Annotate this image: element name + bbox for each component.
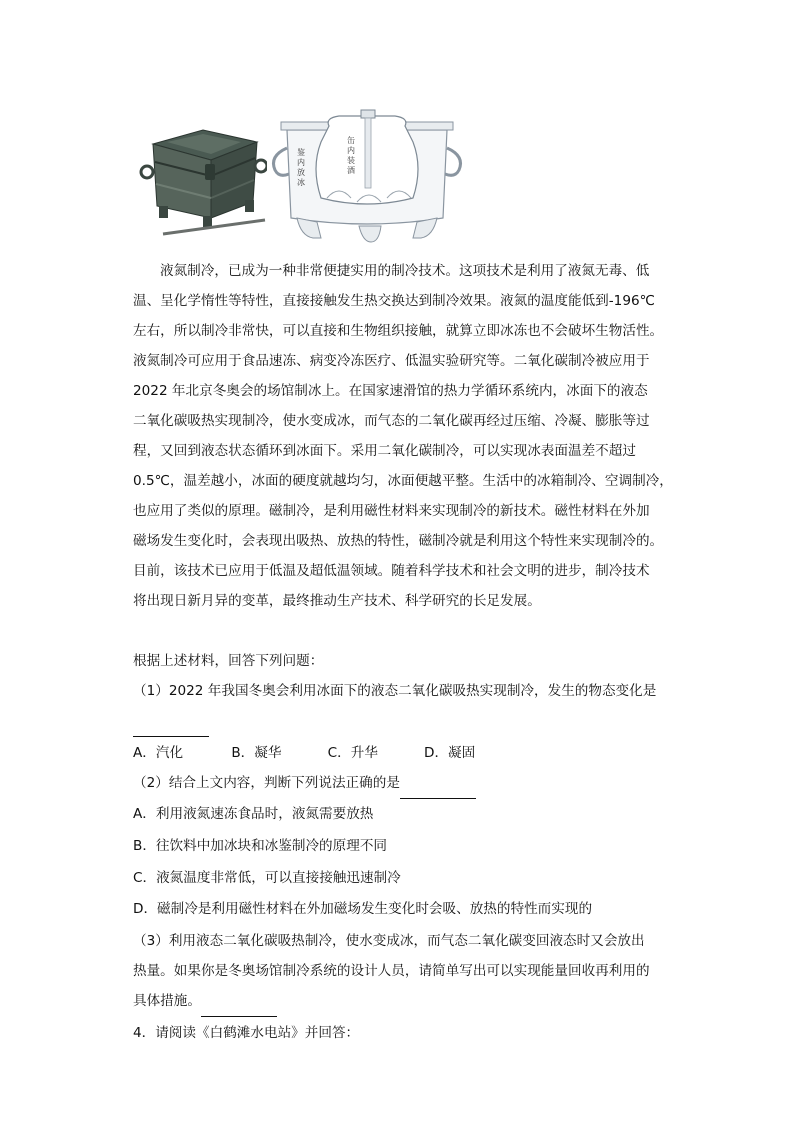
q2-answer-blank[interactable] <box>400 768 476 799</box>
q2-option-a[interactable]: A．利用液氮速冻食品时，液氮需要放热 <box>133 806 374 822</box>
q1-option-c[interactable]: C．升华 <box>327 745 378 761</box>
passage-line: 液氮制冷可应用于食品速冻、病变冷冻医疗、低温实验研究等。二氧化碳制冷被应用于 <box>133 353 650 369</box>
q1-answer-blank[interactable] <box>133 706 209 737</box>
q3-line-2: 热量。如果你是冬奥场馆制冷系统的设计人员，请简单写出可以实现能量回收再利用的 <box>133 963 650 979</box>
q1-option-a[interactable]: A．汽化 <box>133 745 184 761</box>
passage-line: 目前，该技术已应用于低温及超低温领域。随着科学技术和社会文明的进步，制冷技术 <box>133 563 650 579</box>
q1-option-b[interactable]: B．凝华 <box>231 745 282 761</box>
diagram-label-right: 缶内装酒 <box>346 136 356 176</box>
next-question-title: 4．请阅读《白鹤滩水电站》并回答： <box>133 1025 360 1041</box>
passage-line: 温、呈化学惰性等特性，直接接触发生热交换达到制冷效果。液氮的温度能低到-196℃ <box>133 293 655 309</box>
diagram-label-left: 鉴内放冰 <box>296 148 306 188</box>
q3-line-3-wrap <box>133 986 277 1017</box>
q3-line-3: 具体措施。 <box>133 993 201 1009</box>
passage-line: 左右，所以制冷非常快，可以直接和生物组织接触，就算立即冰冻也不会破坏生物活性。 <box>133 323 664 339</box>
passage-line: 磁场发生变化时，会表现出吸热、放热的特性，磁制冷就是利用这个特性来实现制冷的。 <box>133 533 664 549</box>
passage-line: 程，又回到液态状态循环到冰面下。采用二氧化碳制冷，可以实现冰表面温差不超过 <box>133 443 636 459</box>
passage-line: 也应用了类似的原理。磁制冷，是利用磁性材料来实现制冷的新技术。磁性材料在外加 <box>133 503 650 519</box>
bronze-jian-photo <box>133 122 268 240</box>
q2-option-c[interactable]: C．液氮温度非常低，可以直接接触迅速制冷 <box>133 870 401 886</box>
q2-stem: （2）结合上文内容，判断下列说法正确的是 <box>133 775 400 791</box>
passage-line: 0.5℃，温差越小，冰面的硬度就越均匀，冰面便越平整。生活中的冰箱制冷、空调制冷， <box>133 473 673 489</box>
q2-stem-line <box>133 768 476 799</box>
passage <box>133 256 673 616</box>
passage-line: 二氧化碳吸热实现制冷，使水变成冰，而气态的二氧化碳再经过压缩、冷凝、膨胀等过 <box>133 413 650 429</box>
instruction: 根据上述材料，回答下列问题： <box>133 653 324 669</box>
q1-options <box>133 738 475 768</box>
passage-line: 将出现日新月异的变革，最终推动生产技术、科学研究的长足发展。 <box>133 593 541 609</box>
q2-option-b[interactable]: B．往饮料中加冰块和冰鉴制冷的原理不同 <box>133 838 388 854</box>
q1-answer-line <box>133 706 209 737</box>
passage-line: 液氮制冷，已成为一种非常便捷实用的制冷技术。这项技术是利用了液氮无毒、低 <box>160 263 650 279</box>
q3-answer-blank[interactable] <box>201 986 277 1017</box>
q1-option-d[interactable]: D．凝固 <box>423 745 476 761</box>
passage-line: 2022 年北京冬奥会的场馆制冰上。在国家速滑馆的热力学循环系统内，冰面下的液态 <box>133 383 648 399</box>
q1-stem: （1）2022 年我国冬奥会利用冰面下的液态二氧化碳吸热实现制冷，发生的物态变化是 <box>133 683 657 699</box>
jian-fou-cross-section-diagram <box>267 108 467 248</box>
q3-line-1: （3）利用液态二氧化碳吸热制冷，使水变成冰，而气态二氧化碳变回液态时又会放出 <box>133 933 645 949</box>
figure-group <box>133 108 473 248</box>
q2-option-d[interactable]: D．磁制冷是利用磁性材料在外加磁场发生变化时会吸、放热的特性而实现的 <box>133 901 593 917</box>
